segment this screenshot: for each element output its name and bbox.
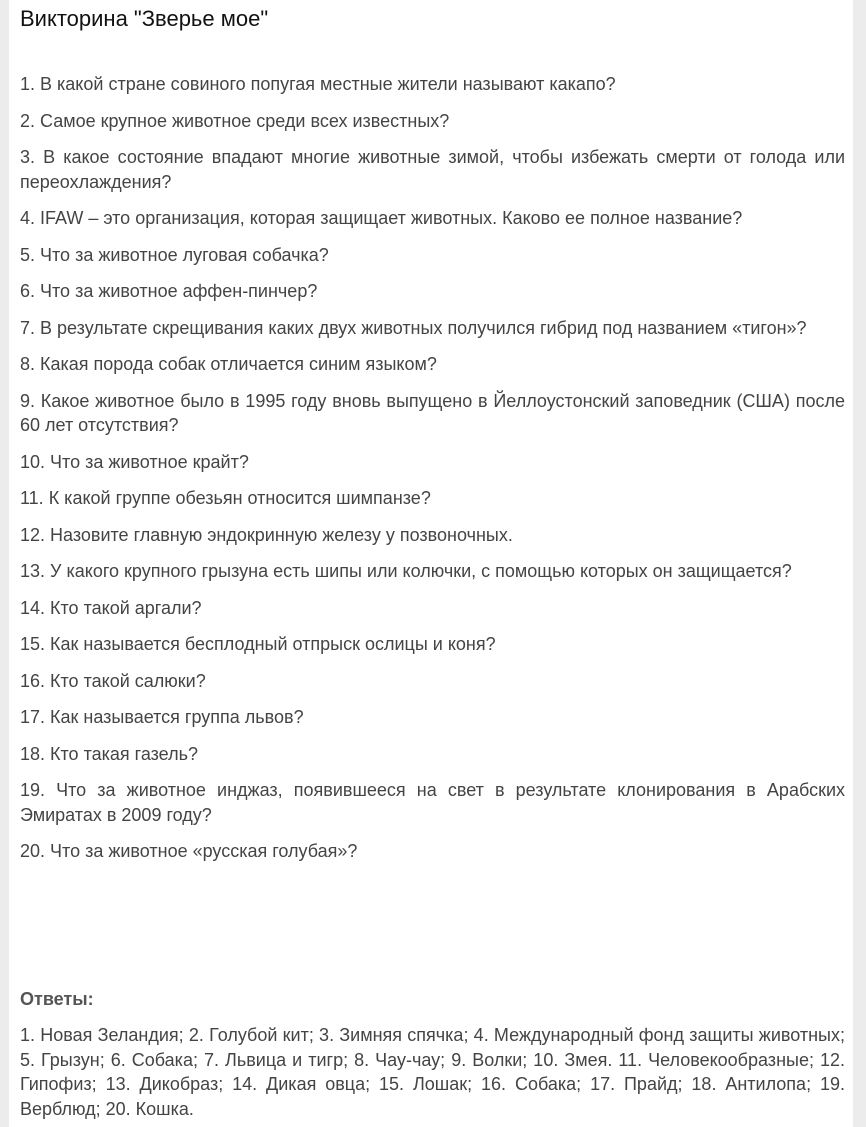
question-item: 11. К какой группе обезьян относится шимпанзе? [20,488,431,508]
question-item: 3. В какое состояние впадают многие животные зимой, чтобы избежать смерти от голода или переохлаждения? [20,147,845,192]
answers-heading: Ответы: [20,989,94,1009]
question-item: 15. Как называется бесплодный отпрыск ослицы и коня? [20,634,496,654]
quiz-page [9,0,853,1127]
question-item: 10. Что за животное крайт? [20,451,249,472]
question-item: 4. IFAW – это организация, которая защищает животных. Каково ее полное название? [20,208,743,228]
question-item: 16. Кто такой салюки? [20,670,206,691]
answers-text: 1. Новая Зеландия; 2. Голубой кит; 3. Зимняя спячка; 4. Международный фонд защиты животных; 5. Грызун; 6. Собака; 7. Львица и тигр; 8. Чау-чау; 9. Волки; 10. Змея. 11. Человекообразные; 12. Гипофиз; 13. Дикобраз; 14. Дикая овца; 15. Лошак; 16. Собака; 17. Прайд; 18. Антилопа; 19. Верблюд; 20. Кошка. [20,1025,845,1119]
question-list [20,72,845,876]
question-item: 5. Что за животное луговая собачка? [20,244,329,265]
question-item: 17. Как называется группа львов? [20,707,304,727]
question-item: 6. Что за животное аффен-пинчер? [20,281,318,301]
question-item: 2. Самое крупное животное среди всех известных? [20,110,450,131]
page-title: Викторина "Зверье мое" [20,6,269,31]
question-item: 12. Назовите главную эндокринную железу у позвоночных. [20,524,513,545]
question-item: 8. Какая порода собак отличается синим языком? [20,354,437,374]
question-item: 20. Что за животное «русская голубая»? [20,841,358,861]
question-item: 13. У какого крупного грызуна есть шипы или колючки, с помощью которых он защищается? [20,561,792,581]
question-item: 14. Кто такой аргали? [20,597,202,618]
question-item: 9. Какое животное было в 1995 году вновь выпущено в Йеллоустонский заповедник (США) после 60 лет отсутствия? [20,390,845,435]
question-item: 1. В какой стране совиного попугая местные жители называют какапо? [20,74,616,94]
question-item: 19. Что за животное инджаз, появившееся на свет в результате клонирования в Арабских Эмиратах в 2009 году? [20,780,845,825]
question-item: 7. В результате скрещивания каких двух животных получился гибрид под названием «тигон»? [20,317,807,338]
question-item: 18. Кто такая газель? [20,743,198,764]
